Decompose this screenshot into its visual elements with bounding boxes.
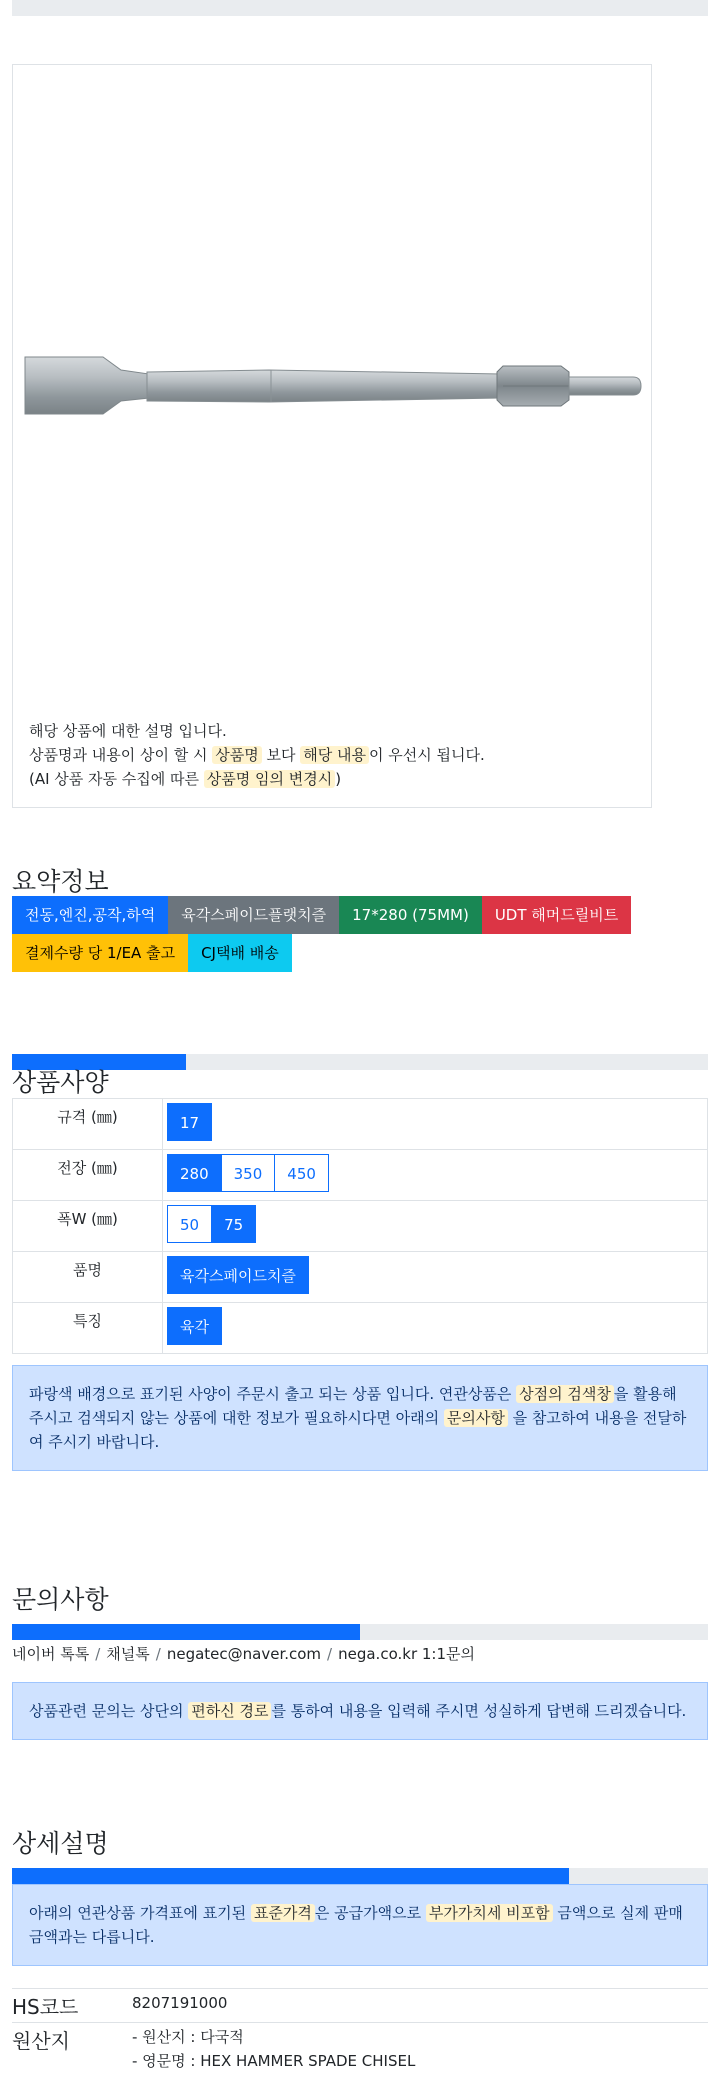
spec-row	[13, 1099, 708, 1150]
detail-title: 상세설명	[12, 1824, 109, 1860]
highlight-text: 문의사항	[444, 1409, 508, 1427]
text-span: 을 활용해 주시고 검색되지 않는 상품에 대한 정보가 필요하시다면 아래의	[29, 1385, 677, 1427]
contact-link[interactable]: 채널톡	[106, 1645, 149, 1663]
text-span: (AI 상품 자동 수집에 따른	[29, 770, 204, 788]
origin-line: - 원산지 : 다국적	[132, 2025, 708, 2049]
inquiry-progress-fill	[12, 1624, 360, 1640]
spec-label: 특징	[13, 1303, 163, 1354]
detail-progress-bar	[12, 1868, 708, 1884]
contact-link[interactable]: 네이버 톡톡	[12, 1645, 89, 1663]
text-span: 은 공급가액으로	[315, 1904, 426, 1922]
origin-value	[132, 2023, 708, 2073]
summary-badge: 17*280 (75MM)	[339, 896, 482, 934]
spec-row	[13, 1303, 708, 1354]
spec-options	[163, 1252, 708, 1303]
badge-row	[12, 896, 672, 934]
spec-option-button[interactable]: 350	[221, 1154, 276, 1192]
description-line	[29, 767, 485, 791]
option-group	[167, 1154, 328, 1192]
highlight-text: 해당 내용	[300, 746, 369, 764]
badge-row	[12, 934, 672, 972]
spec-option-button[interactable]: 17	[167, 1103, 212, 1141]
text-span: 이 우선시 됩니다.	[369, 746, 485, 764]
contact-separator: /	[321, 1645, 338, 1663]
hs-code-row	[12, 1989, 708, 2023]
spec-option-button[interactable]: 육각스페이드치즐	[167, 1256, 309, 1294]
top-bar	[12, 0, 708, 16]
hs-code-label: HS코드	[12, 1989, 132, 2023]
spec-option-button[interactable]: 50	[167, 1205, 212, 1243]
option-group	[167, 1205, 255, 1243]
text-span: 보다	[262, 746, 301, 764]
highlight-text: 상품명	[212, 746, 261, 764]
detail-notice	[12, 1884, 708, 1966]
inquiry-title: 문의사항	[12, 1580, 109, 1616]
spec-label: 폭W (㎜)	[13, 1201, 163, 1252]
spec-progress-bar	[12, 1054, 708, 1070]
summary-badges	[12, 896, 672, 972]
origin-label: 원산지	[12, 2023, 132, 2073]
option-group	[167, 1103, 211, 1141]
spec-title: 상품사양	[12, 1063, 109, 1099]
spec-notice	[12, 1365, 708, 1471]
text-span: 파랑색 배경으로 표기된 사양이 주문시 출고 되는 상품 입니다. 연관상품은	[29, 1385, 516, 1403]
text-span: 아래의 연관상품 가격표에 표기된	[29, 1904, 251, 1922]
highlight-text: 편하신 경로	[188, 1702, 271, 1720]
inquiry-progress-bar	[12, 1624, 708, 1640]
spec-options	[163, 1150, 708, 1201]
summary-badge: UDT 해머드릴비트	[482, 896, 631, 934]
contact-link[interactable]: negatec@naver.com	[167, 1645, 321, 1663]
text-span: 상품명과 내용이 상이 할 시	[29, 746, 212, 764]
spec-row	[13, 1150, 708, 1201]
spec-row	[13, 1201, 708, 1252]
option-group	[167, 1256, 308, 1294]
text-span: )	[335, 770, 341, 788]
contact-list	[12, 1643, 475, 1664]
detail-progress-fill	[12, 1868, 569, 1884]
summary-badge: CJ택배 배송	[188, 934, 292, 972]
product-info-table	[12, 1988, 708, 2073]
spec-options	[163, 1303, 708, 1354]
spec-label: 품명	[13, 1252, 163, 1303]
text-span: 를 통하여 내용을 입력해 주시면 성실하게 답변해 드리겠습니다.	[271, 1702, 686, 1720]
spec-options	[163, 1099, 708, 1150]
text-span: 상품관련 문의는 상단의	[29, 1702, 188, 1720]
origin-line: - 영문명 : HEX HAMMER SPADE CHISEL	[132, 2049, 708, 2073]
highlight-text: 표준가격	[251, 1904, 315, 1922]
highlight-text: 부가가치세 비포함	[426, 1904, 553, 1922]
spec-table	[12, 1098, 708, 1354]
summary-badge: 육각스페이드플랫치즐	[168, 896, 339, 934]
description-line	[29, 743, 485, 767]
highlight-text: 상점의 검색창	[516, 1385, 614, 1403]
contact-separator: /	[150, 1645, 167, 1663]
spec-label: 전장 (㎜)	[13, 1150, 163, 1201]
contact-separator: /	[89, 1645, 106, 1663]
summary-badge: 결제수량 당 1/EA 출고	[12, 934, 188, 972]
spec-option-button[interactable]: 육각	[167, 1307, 222, 1345]
option-group	[167, 1307, 221, 1345]
hs-code-value: 8207191000	[132, 1989, 708, 2023]
summary-badge: 전동,엔진,공작,하역	[12, 896, 168, 934]
contact-link[interactable]: nega.co.kr 1:1문의	[338, 1645, 475, 1663]
summary-title: 요약정보	[12, 862, 109, 898]
inquiry-notice	[12, 1682, 708, 1740]
product-image	[21, 320, 651, 450]
spec-row	[13, 1252, 708, 1303]
text-span: 해당 상품에 대한 설명 입니다.	[29, 722, 227, 740]
description-line	[29, 719, 485, 743]
origin-row	[12, 2023, 708, 2073]
product-card	[12, 64, 652, 808]
spec-option-button[interactable]: 280	[167, 1154, 222, 1192]
spec-options	[163, 1201, 708, 1252]
text-span: 금액으로 실제 판매금액과는 다릅니다.	[29, 1904, 683, 1946]
product-description	[29, 719, 485, 791]
spec-option-button[interactable]: 75	[211, 1205, 256, 1243]
text-span: 을 참고하여 내용을 전달하여 주시기 바랍니다.	[29, 1409, 686, 1451]
highlight-text: 상품명 임의 변경시	[204, 770, 335, 788]
spec-label: 규격 (㎜)	[13, 1099, 163, 1150]
spec-option-button[interactable]: 450	[274, 1154, 329, 1192]
